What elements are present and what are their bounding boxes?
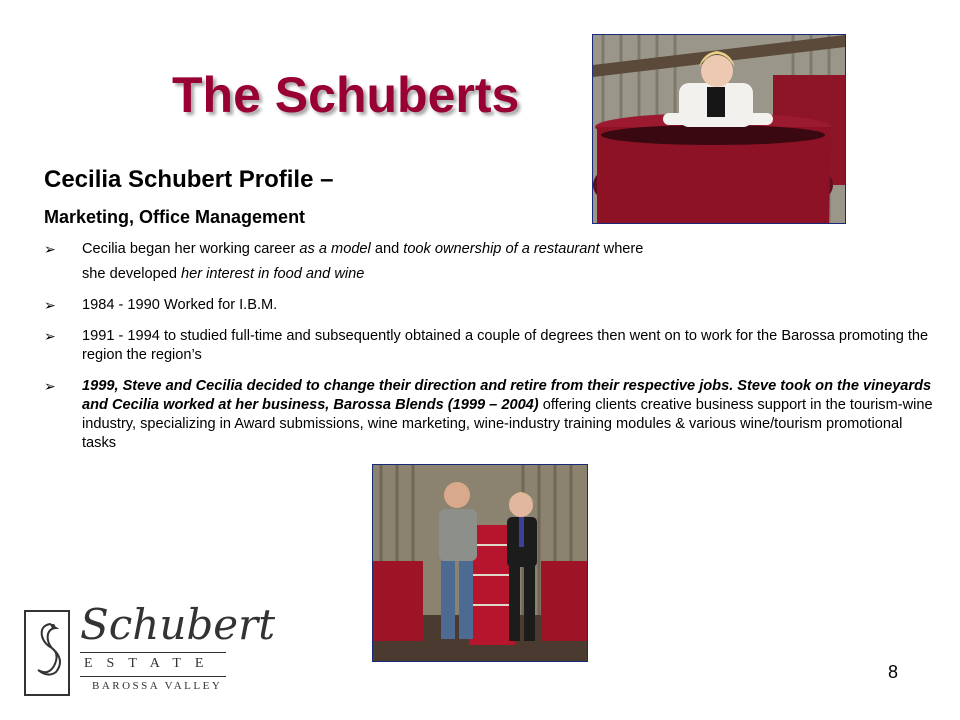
logo-region: BAROSSA VALLEY: [92, 680, 223, 692]
bullet-text: 1984 - 1990 Worked for I.B.M.: [82, 297, 278, 313]
swan-logo-icon: [26, 612, 68, 694]
arrow-bullet-icon: ➢: [44, 297, 56, 313]
bullet-italic: her interest in food and wine: [181, 266, 365, 282]
bullet-bold-text: 1999, Steve and Cecilia decided to change their direction and retire from their respective jobs. Steve took on the vineyards and Cecilia worked at her business, Barossa Blends (1999 – 2004): [82, 378, 932, 413]
bullet-ibm: [44, 296, 934, 315]
arrow-bullet-icon: ➢: [44, 241, 56, 257]
logo-name: Schubert: [80, 600, 276, 649]
logo-emblem-frame: [24, 610, 70, 696]
bullet-text: Cecilia began her working career: [82, 241, 300, 257]
bullet-text: she developed: [82, 266, 181, 282]
logo-estate: ESTATE: [84, 656, 218, 671]
photo-cecilia-with-tank: [592, 34, 846, 224]
bullet-italic: took ownership of a restaurant: [403, 241, 600, 257]
bullet-text: and: [370, 241, 404, 257]
bullet-text: offering clients creative business support in the tourism-wine industry, specializing in Award submissions, wine marketing, wine-industry training modules & various wine/tourism promotional tasks: [82, 397, 933, 451]
slide-title: The Schuberts: [172, 67, 520, 123]
photo-cecilia-illustration: [593, 35, 845, 223]
profile-subheading: Marketing, Office Management: [44, 207, 306, 227]
bullet-text: 1991 - 1994 to studied full-time and subsequently obtained a couple of degrees then went on to work for the Barossa promoting the region the region’s: [82, 328, 929, 363]
arrow-bullet-icon: ➢: [44, 378, 56, 394]
bullet-barossa-blends: [44, 377, 934, 453]
page-number: 8: [888, 662, 899, 682]
schubert-estate-logo: [20, 600, 276, 700]
bullet-text: where: [599, 241, 644, 257]
profile-bullet-list: [44, 240, 934, 465]
logo-divider-bottom: [80, 676, 226, 677]
arrow-bullet-icon: ➢: [44, 328, 56, 344]
bullet-studies: [44, 327, 934, 365]
bullet-continuation: [82, 265, 934, 284]
bullet-career-start: [44, 240, 934, 284]
profile-heading: Cecilia Schubert Profile –: [44, 166, 334, 193]
bullet-italic: as a model: [299, 241, 371, 257]
logo-divider-top: [80, 652, 226, 653]
photo-steve-and-cecilia: [372, 464, 588, 662]
photo-couple-illustration: [373, 465, 587, 661]
